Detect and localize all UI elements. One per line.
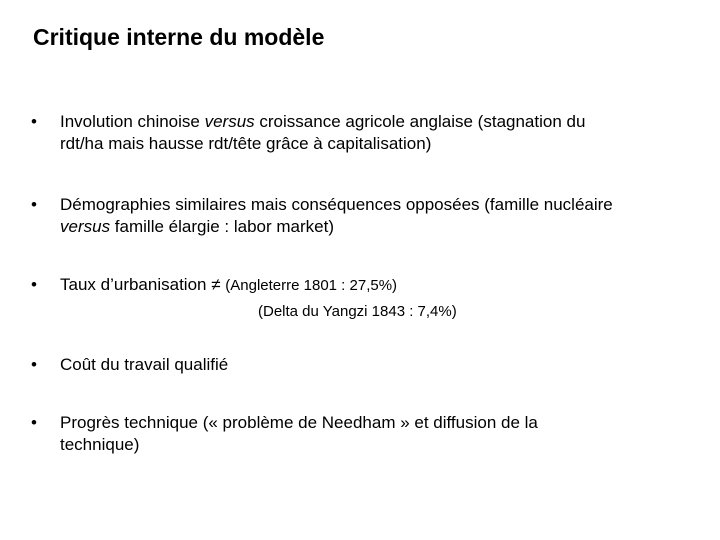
bullet-marker: •	[31, 195, 37, 214]
bullet-text	[60, 194, 712, 238]
slide-title: Critique interne du modèle	[33, 24, 325, 50]
bullet-marker: •	[31, 355, 37, 374]
bullet-line: technique)	[60, 435, 140, 454]
urbanisation-yangzi: (Delta du Yangzi 1843 : 7,4%)	[258, 303, 457, 320]
text-span: famille élargie : labor market)	[110, 217, 334, 236]
bullet-marker: •	[31, 413, 37, 432]
bullet-text	[60, 111, 712, 155]
bullet-marker: •	[31, 275, 37, 294]
italic-text: versus	[204, 112, 255, 131]
bullet-marker: •	[31, 112, 37, 131]
bullet-text	[60, 274, 712, 297]
urbanisation-england: (Angleterre 1801 : 27,5%)	[225, 277, 398, 294]
text-span: Taux d’urbanisation ≠	[60, 275, 226, 294]
bullet-line: Coût du travail qualifié	[60, 355, 229, 374]
bullet-text	[60, 412, 712, 456]
bullet-line: Progrès technique (« problème de Needham » et diffusion de la	[60, 413, 538, 432]
text-span: croissance agricole anglaise (stagnation du	[254, 112, 586, 131]
bullet-line	[60, 111, 712, 133]
italic-text: versus	[60, 217, 111, 236]
bullet-text	[60, 354, 712, 376]
text-span: Involution chinoise	[60, 112, 205, 131]
bullet-line	[60, 216, 712, 238]
bullet-line	[60, 274, 712, 297]
bullet-line: Démographies similaires mais conséquences opposées (famille nucléaire	[60, 195, 613, 214]
bullet-line: rdt/ha mais hausse rdt/tête grâce à capitalisation)	[60, 134, 432, 153]
